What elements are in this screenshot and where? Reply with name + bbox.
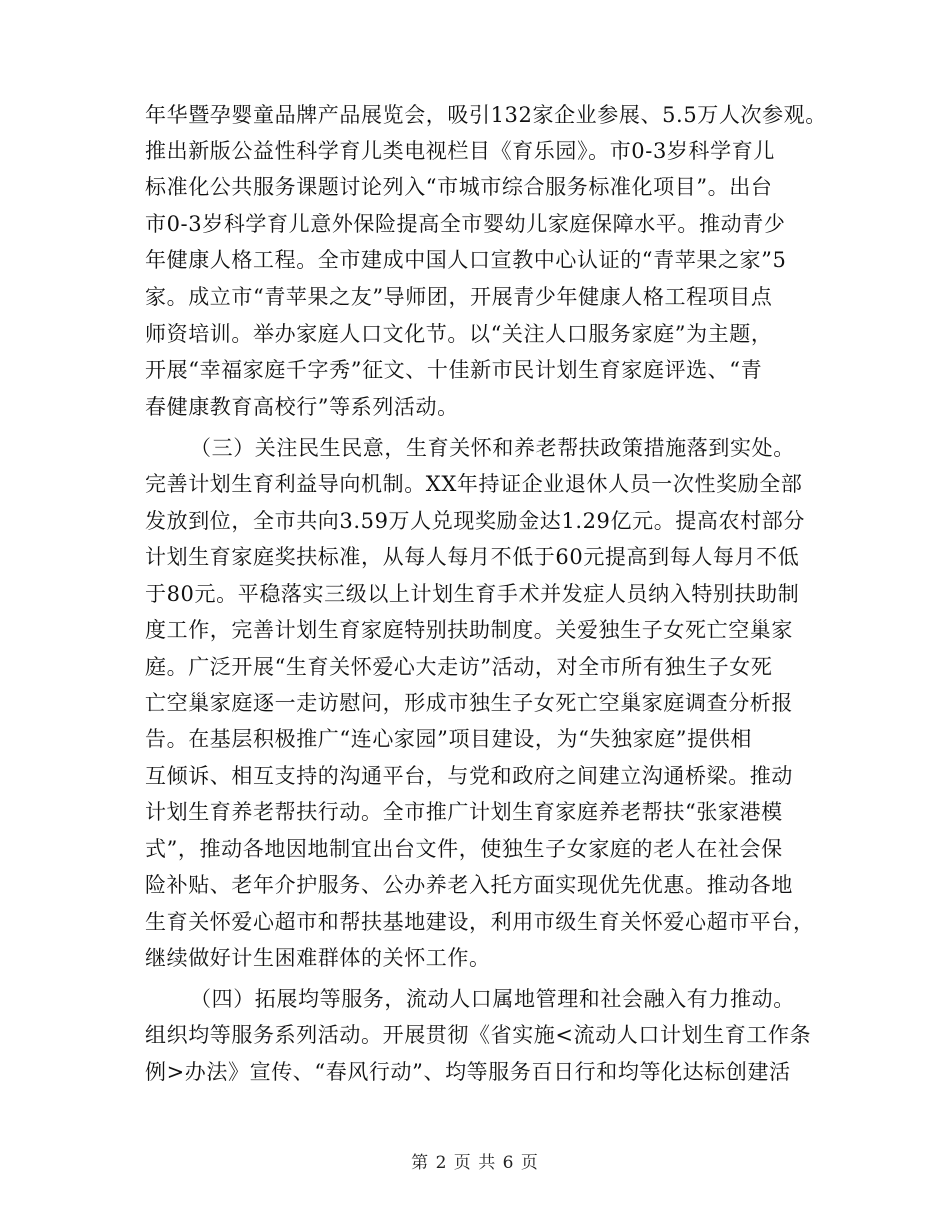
paragraph-line: 家。成立市“青苹果之友”导师团，开展青少年健康人格工程项目点 xyxy=(145,285,773,309)
paragraph-line: 于80元。平稳落实三级以上计划生育手术并发症人员纳入特别扶助制 xyxy=(145,582,800,606)
paragraph-line: 例>办法》宣传、“春风行动”、均等服务百日行和均等化达标创建活 xyxy=(145,1060,791,1084)
paragraph-line: 年华暨孕婴童品牌产品展览会，吸引132家企业参展、5.5万人次参观。 xyxy=(145,103,827,127)
paragraph-line: 计划生育养老帮扶行动。全市推广计划生育家庭养老帮扶“张家港模 xyxy=(145,800,783,824)
paragraph-line: 险补贴、老年介护服务、公办养老入托方面实现优先优惠。推动各地 xyxy=(145,873,793,897)
paragraph-line: 师资培训。举办家庭人口文化节。以“关注人口服务家庭”为主题， xyxy=(145,322,773,346)
paragraph-line: 生育关怀爱心超市和帮扶基地建设，利用市级生育关怀爱心超市平台， xyxy=(145,910,815,934)
paragraph-line: 标准化公共服务课题讨论列入“市城市综合服务标准化项目”。出台 xyxy=(145,175,773,199)
paragraph-line: 开展“幸福家庭千字秀”征文、十佳新市民计划生育家庭评选、“青 xyxy=(145,358,763,382)
paragraph-line: 市0-3岁科学育儿意外保险提高全市婴幼儿家庭保障水平。推动青少 xyxy=(145,212,786,236)
paragraph-line: 推出新版公益性科学育儿类电视栏目《育乐园》。市0-3岁科学育儿 xyxy=(145,139,775,163)
section-heading-3: （三）关注民生民意，生育关怀和养老帮扶政策措施落到实处。 xyxy=(190,436,795,460)
paragraph-line: 发放到位，全市共向3.59万人兑现奖励金达1.29亿元。提高农村部分 xyxy=(145,509,805,533)
paragraph-line: 互倾诉、相互支持的沟通平台，与党和政府之间建立沟通桥梁。推动 xyxy=(145,764,793,788)
section-heading-4: （四）拓展均等服务，流动人口属地管理和社会融入有力推动。 xyxy=(190,987,795,1011)
paragraph-line: 年健康人格工程。全市建成中国人口宣教中心认证的“青苹果之家”5 xyxy=(145,248,787,272)
paragraph-line: 告。在基层积极推广“连心家园”项目建设，为“失独家庭”提供相 xyxy=(145,727,752,751)
paragraph-line: 春健康教育高校行”等系列活动。 xyxy=(145,395,459,419)
paragraph-line: 度工作，完善计划生育家庭特别扶助制度。关爱独生子女死亡空巢家 xyxy=(145,618,793,642)
page-number-footer: 第 2 页 共 6 页 xyxy=(411,1153,539,1173)
paragraph-line: 继续做好计生困难群体的关怀工作。 xyxy=(145,946,491,970)
paragraph-line: 计划生育家庭奖扶标准，从每人每月不低于60元提高到每人每月不低 xyxy=(145,545,800,569)
paragraph-line: 组织均等服务系列活动。开展贯彻《省实施<流动人口计划生育工作条 xyxy=(145,1023,812,1047)
paragraph-line: 式”，推动各地因地制宜出台文件，使独生子女家庭的老人在社会保 xyxy=(145,837,783,861)
paragraph-line: 庭。广泛开展“生育关怀爱心大走访”活动，对全市所有独生子女死 xyxy=(145,655,773,679)
paragraph-line: 亡空巢家庭逐一走访慰问，形成市独生子女死亡空巢家庭调查分析报 xyxy=(145,691,793,715)
paragraph-line: 完善计划生育利益导向机制。XX年持证企业退休人员一次性奖励全部 xyxy=(145,472,803,496)
